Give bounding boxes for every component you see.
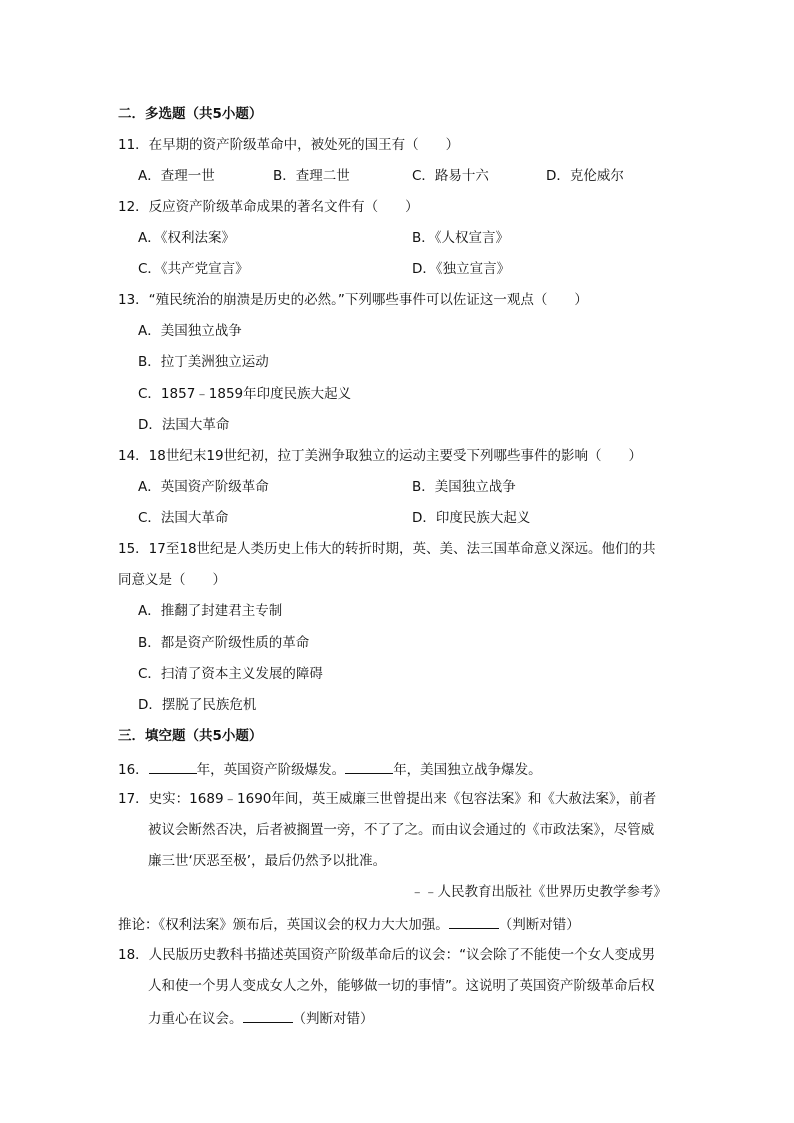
question-15-option-a[interactable]: A．推翻了封建君主专制 xyxy=(138,603,283,619)
question-11-option-d[interactable]: D．克伦威尔 xyxy=(546,168,624,184)
question-15-stem-line-1: 15．17至18世纪是人类历史上伟大的转折时期，英、美、法三国革命意义深远。他们的共 xyxy=(118,541,656,557)
question-17-conclusion xyxy=(118,914,580,934)
question-17-line-3: 廉三世‘厌恶至极’，最后仍然予以批准。 xyxy=(148,853,387,869)
question-18-line-1: 18．人民版历史教科书描述英国资产阶级革命后的议会：“议会除了不能使一个女人变成男 xyxy=(118,947,656,963)
question-17-conclusion-text: 推论：《权利法案》颁布后，英国议会的权力大大加强。 xyxy=(118,917,449,933)
question-12-option-a[interactable]: A．《权利法案》 xyxy=(138,230,235,246)
question-14-stem: 14．18世纪末19世纪初，拉丁美洲争取独立的运动主要受下列哪些事件的影响（ ） xyxy=(118,448,643,464)
question-16-part-1: 年，英国资产阶级爆发。 xyxy=(196,762,346,778)
question-14-option-b[interactable]: B．美国独立战争 xyxy=(412,479,516,495)
question-13-option-d[interactable]: D．法国大革命 xyxy=(138,417,230,433)
section-title-multiple-choice: 二．多选题（共5小题） xyxy=(118,106,263,122)
question-17-line-1: 17．史实：1689﹣1690年间，英王威廉三世曾提出来《包容法案》和《大赦法案》，前者 xyxy=(118,791,657,807)
question-18-line-3 xyxy=(148,1008,374,1028)
question-18-line-2: 人和使一个男人变成女人之外，能够做一切的事情”。这说明了英国资产阶级革命后权 xyxy=(148,978,655,994)
question-15-stem-line-2: 同意义是（ ） xyxy=(118,572,226,588)
section-title-fill-in: 三．填空题（共5小题） xyxy=(118,728,263,744)
question-13-option-b[interactable]: B．拉丁美洲独立运动 xyxy=(138,354,269,370)
question-11-option-a[interactable]: A．查理一世 xyxy=(138,168,215,184)
question-15-option-c[interactable]: C．扫清了资本主义发展的障碍 xyxy=(138,666,323,682)
question-18-hint: （判断对错） xyxy=(292,1011,374,1027)
question-13-stem: 13．“殖民统治的崩溃是历史的必然。”下列哪些事件可以佐证这一观点（ ） xyxy=(118,292,588,308)
question-12-option-d[interactable]: D．《独立宣言》 xyxy=(412,261,511,277)
answer-blank-18[interactable] xyxy=(243,1008,293,1023)
question-16 xyxy=(118,759,542,779)
question-16-part-2: 年，美国独立战争爆发。 xyxy=(393,762,542,778)
answer-blank-16b[interactable] xyxy=(345,759,393,774)
question-12-stem: 12．反应资产阶级革命成果的著名文件有（ ） xyxy=(118,199,419,215)
question-17-hint: （判断对错） xyxy=(498,917,580,933)
question-12-option-c[interactable]: C．《共产党宣言》 xyxy=(138,261,249,277)
question-18-line-3-text: 力重心在议会。 xyxy=(148,1011,243,1027)
question-11-stem: 11．在早期的资产阶级革命中，被处死的国王有（ ） xyxy=(118,137,460,153)
question-14-option-c[interactable]: C．法国大革命 xyxy=(138,510,229,526)
question-17-source: ﹣﹣人民教育出版社《世界历史教学参考》 xyxy=(410,884,667,900)
question-11-option-b[interactable]: B．查理二世 xyxy=(273,168,350,184)
question-14-option-a[interactable]: A．英国资产阶级革命 xyxy=(138,479,269,495)
question-12-option-b[interactable]: B．《人权宣言》 xyxy=(412,230,510,246)
question-16-number: 16． xyxy=(118,762,149,778)
question-15-option-d[interactable]: D．摆脱了民族危机 xyxy=(138,697,257,713)
question-14-option-d[interactable]: D．印度民族大起义 xyxy=(412,510,531,526)
question-13-option-a[interactable]: A．美国独立战争 xyxy=(138,323,242,339)
question-17-line-2: 被议会断然否决，后者被搁置一旁，不了了之。而由议会通过的《市政法案》，尽管威 xyxy=(148,822,655,838)
question-13-option-c[interactable]: C．1857﹣1859年印度民族大起义 xyxy=(138,386,352,402)
question-11-option-c[interactable]: C．路易十六 xyxy=(412,168,489,184)
answer-blank-17[interactable] xyxy=(449,914,499,929)
question-15-option-b[interactable]: B．都是资产阶级性质的革命 xyxy=(138,635,310,651)
answer-blank-16a[interactable] xyxy=(149,759,197,774)
